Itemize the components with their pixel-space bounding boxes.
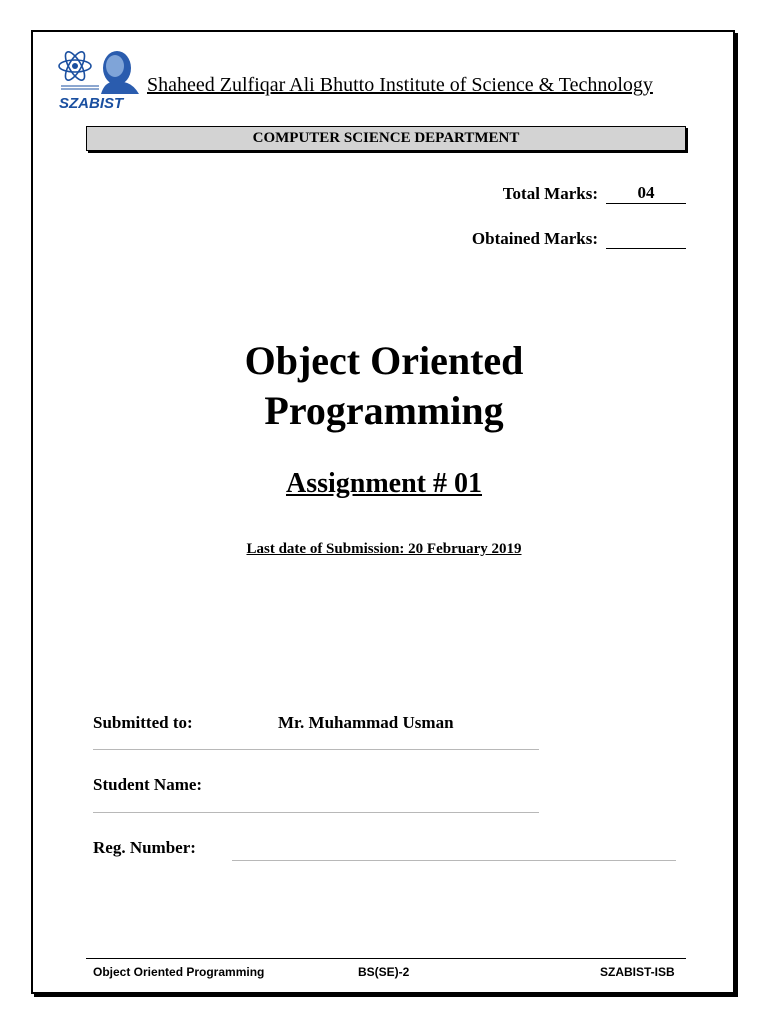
course-title-line1: Object Oriented	[244, 338, 524, 383]
total-marks-value: 04	[606, 184, 686, 204]
reg-number-line	[232, 860, 676, 861]
assignment-heading: Assignment # 01	[285, 468, 482, 499]
szabist-logo	[55, 44, 143, 112]
total-marks-label: Total Marks:	[502, 184, 598, 203]
reg-number-label: Reg. Number:	[93, 838, 196, 857]
footer-program: BS(SE)-2	[358, 965, 410, 979]
student-name-line	[93, 812, 539, 813]
course-title	[0, 336, 768, 436]
total-marks-row	[503, 184, 686, 204]
submitted-to-label: Submitted to:	[93, 713, 193, 732]
logo-text: SZABIST	[59, 95, 124, 112]
footer-course: Object Oriented Programming	[93, 965, 265, 979]
footer-campus: SZABIST-ISB	[600, 965, 675, 979]
obtained-marks-row	[472, 229, 686, 249]
institute-name: Shaheed Zulfiqar Ali Bhutto Institute of Science & Technology	[147, 74, 653, 96]
obtained-marks-label: Obtained Marks:	[471, 229, 598, 248]
course-title-line2: Programming	[264, 388, 504, 433]
submission-deadline: Last date of Submission: 20 February 2019	[246, 541, 522, 557]
submitted-to-value: Mr. Muhammad Usman	[278, 713, 454, 732]
department-banner: COMPUTER SCIENCE DEPARTMENT	[86, 126, 686, 151]
obtained-marks-value	[606, 229, 686, 249]
submitted-to-line	[93, 749, 539, 750]
student-name-label: Student Name:	[93, 775, 203, 794]
footer-rule	[86, 958, 686, 959]
